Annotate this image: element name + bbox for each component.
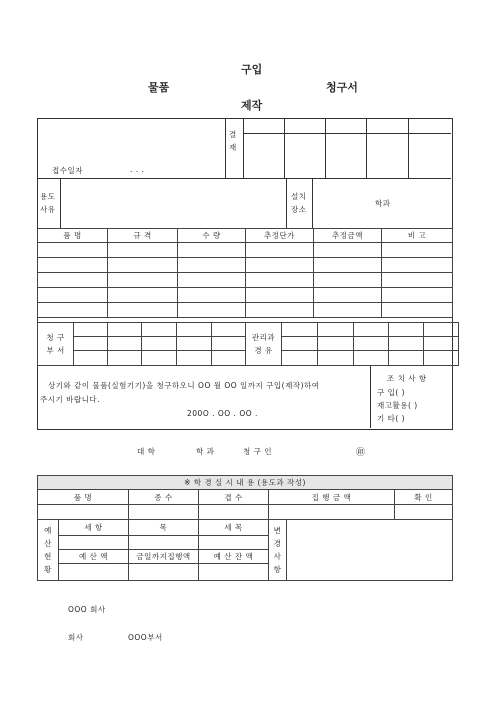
exec-table <box>37 475 453 581</box>
exec-col-type: 종 수 <box>129 490 199 505</box>
location-value: 학과 <box>375 199 391 208</box>
sub-remaining: 예 산 잔 액 <box>199 550 269 564</box>
receipt-date: . . . <box>130 165 145 174</box>
budget-label: 예 산 현 황 <box>38 520 59 581</box>
approval-area <box>225 118 452 178</box>
sub-semok: 세 목 <box>199 520 269 536</box>
table-row <box>38 273 453 288</box>
table-row <box>38 303 453 318</box>
exec-header: ※ 학 경 실 시 내 용 (용도과 작성) <box>38 476 453 490</box>
sub-mok: 목 <box>129 520 199 536</box>
col-quantity: 수 량 <box>178 229 246 243</box>
table-row <box>38 258 453 273</box>
sig-univ: 대 학 <box>137 447 156 456</box>
footer-company: OOO 회사 <box>68 605 106 614</box>
col-amount: 추정금액 <box>314 229 382 243</box>
exec-col-count: 겹 수 <box>199 490 269 505</box>
title-line1: 구입 <box>241 63 263 76</box>
col-item-name: 품 명 <box>38 229 108 243</box>
action-title: 조 치 사 항 <box>387 374 427 383</box>
items-table <box>37 228 453 318</box>
title-line3: 제작 <box>241 99 263 112</box>
title-line2-left: 물품 <box>148 81 170 94</box>
request-dept-table <box>37 322 459 366</box>
table-row <box>38 288 453 303</box>
location-label: 설치 장소 <box>291 192 307 214</box>
table-row <box>38 243 453 258</box>
sig-requester: 청 구 인 <box>243 447 273 456</box>
title-line2-right: 청구서 <box>326 81 358 94</box>
purpose-label: 용도 사유 <box>40 192 56 214</box>
col-remark: 비 고 <box>382 229 453 243</box>
seal-icon: ㊞ <box>356 448 366 458</box>
footer-dept: OOO부서 <box>128 633 163 642</box>
sig-dept: 학 과 <box>196 447 215 456</box>
notice-date: 200O . OO . OO . <box>187 409 258 418</box>
footer-company2: 회사 <box>68 633 84 642</box>
exec-col-amount: 집 행 금 액 <box>269 490 395 505</box>
col-unit-price: 추정단가 <box>246 229 314 243</box>
action-other: 기 타( ) <box>377 414 406 423</box>
exec-col-name: 품 명 <box>38 490 129 505</box>
request-dept-label: 청 구 부 서 <box>38 323 74 366</box>
approval-label: 결 재 <box>229 130 237 152</box>
exec-col-confirm: 확 인 <box>395 490 453 505</box>
sub-item: 세 항 <box>59 520 129 536</box>
manager-label: 관리과 경 유 <box>246 323 282 366</box>
receipt-label: 접수일자 <box>52 166 83 175</box>
notice-line2: 주시기 바랍니다. <box>40 395 100 404</box>
action-purchase: 구 입( ) <box>377 388 406 397</box>
sub-executed: 금일까지집행액 <box>129 550 199 564</box>
action-reuse: 재고활용( ) <box>377 401 418 410</box>
change-label: 변 경 사 항 <box>269 520 287 581</box>
sub-budget: 예 산 액 <box>59 550 129 564</box>
col-spec: 규 격 <box>108 229 178 243</box>
notice-line1: 상기와 같이 물품(실험기기)을 청구하오니 OO 월 OO 일까지 구입(제작)하여 <box>48 381 320 390</box>
